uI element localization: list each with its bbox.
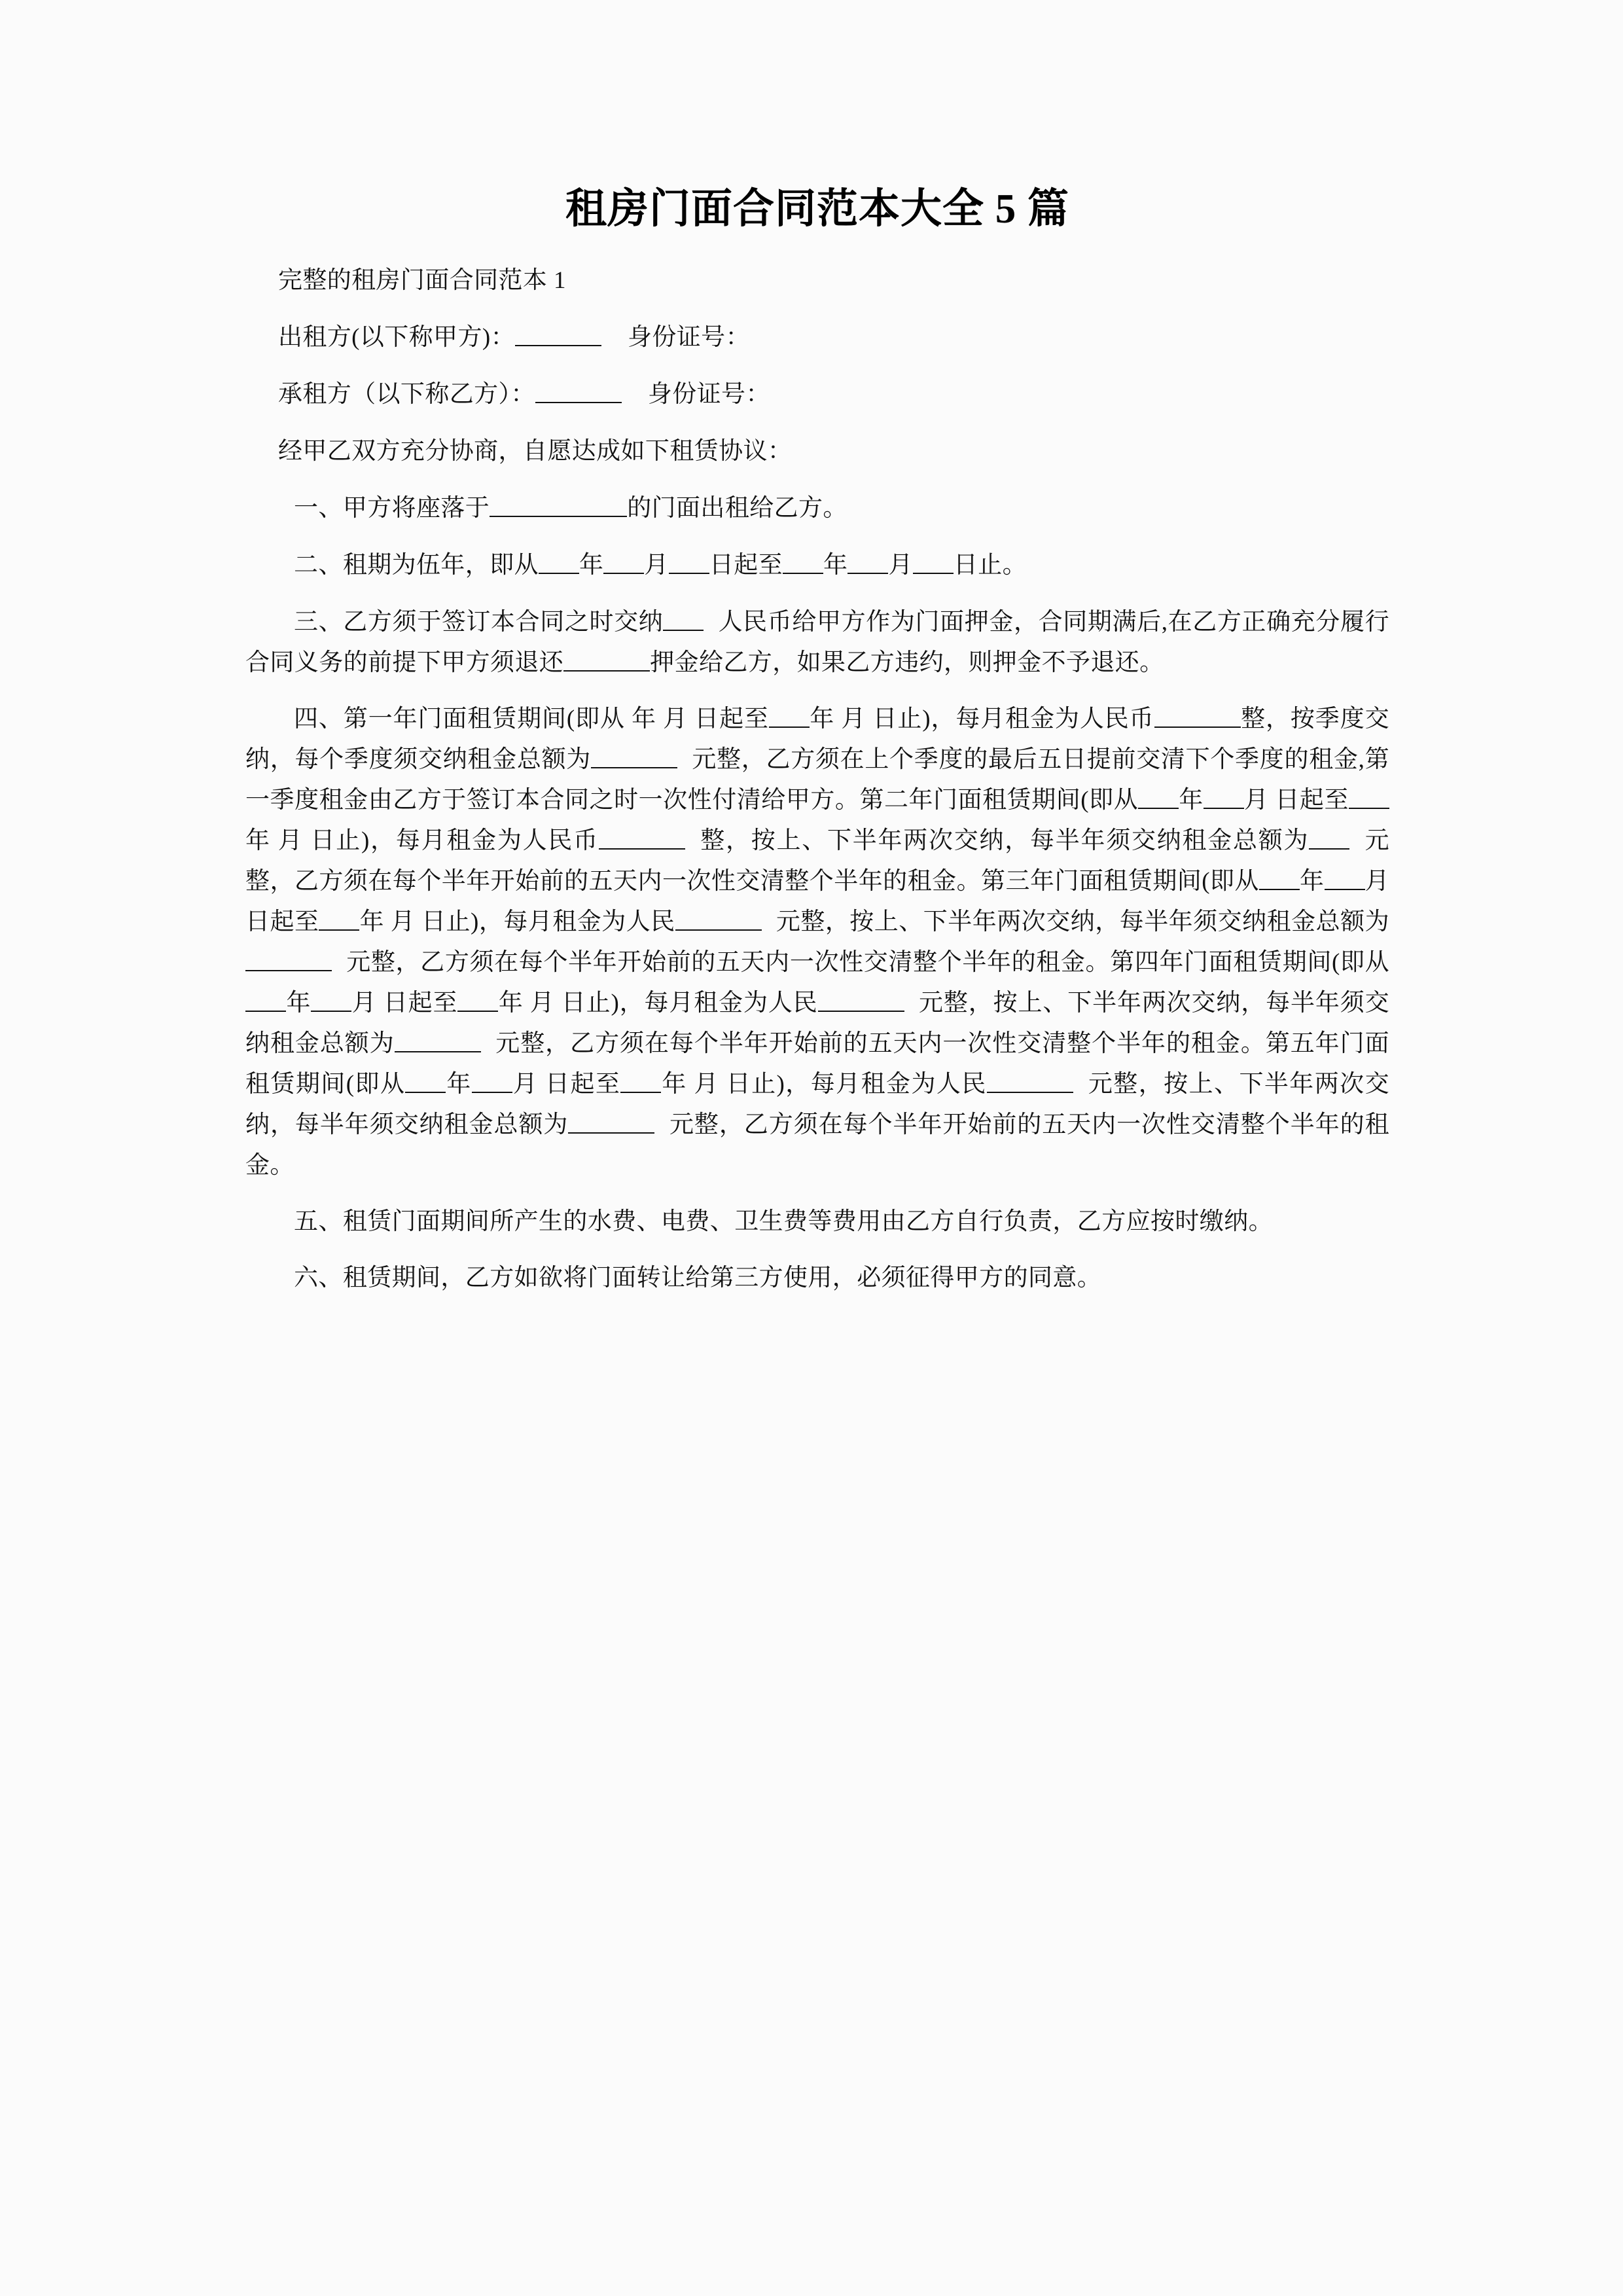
- y1-monthly-rent-blank[interactable]: [1154, 708, 1241, 728]
- clause-1-number: 一、: [294, 495, 343, 522]
- party-b-label: 承租方（以下称乙方）：: [277, 381, 535, 408]
- party-b-name-blank[interactable]: [535, 384, 622, 403]
- clause-2-end-year-blank[interactable]: [783, 554, 823, 574]
- y3-monthly-rent-blank[interactable]: [675, 911, 762, 931]
- y1-quarter-total-blank[interactable]: [591, 749, 677, 768]
- y4-half-total-blank[interactable]: [395, 1033, 481, 1052]
- y2-end-year-blank[interactable]: [1349, 789, 1389, 809]
- y4-monthly-rent-blank[interactable]: [818, 992, 904, 1012]
- y3-start-year-blank[interactable]: [1259, 870, 1300, 890]
- preamble-paragraph: 经甲乙双方充分协商，自愿达成如下租赁协议：: [277, 438, 793, 465]
- clause-4-number: 四、: [294, 706, 344, 733]
- party-a-id-label: 身份证号：: [627, 324, 750, 351]
- party-a-label: 出租方(以下称甲方)：: [277, 324, 515, 351]
- y2-start-month-blank[interactable]: [1204, 789, 1244, 809]
- party-b-row: [245, 374, 1389, 415]
- y5-start-month-blank[interactable]: [472, 1073, 512, 1093]
- clause-3-number: 三、: [294, 609, 344, 636]
- clause-6-number: 六、: [294, 1265, 343, 1292]
- clause-2-start-year-blank[interactable]: [539, 554, 579, 574]
- y2-start-year-blank[interactable]: [1138, 789, 1179, 809]
- y3-end-year-blank[interactable]: [319, 911, 359, 931]
- clause-3-deposit-blank[interactable]: [663, 611, 704, 631]
- party-a-name-blank[interactable]: [515, 327, 601, 346]
- clause-5-number: 五、: [294, 1208, 343, 1236]
- y2-half-total-blank[interactable]: [1309, 830, 1349, 850]
- clause-2-start-month-blank[interactable]: [603, 554, 644, 574]
- y5-start-year-blank[interactable]: [405, 1073, 446, 1093]
- clause-2-number: 二、: [294, 552, 343, 579]
- document-content: [245, 0, 1389, 1299]
- party-a-row: [245, 317, 1389, 358]
- clause-1: 一、甲方将座落于 的门面出租给乙方。: [294, 495, 847, 522]
- clause-4: 四、第一年门面租赁期间(即从 年 月 日起至 年 月 日止)，每月租金为人民币 整，按季度交纳，每个季度须交纳租金总额为 元整，乙方须在上个季度的最后五日提前交清下个季度的租金,第一季度租金由乙方于签订本合同之时一次性付清给甲方。第二年门面租赁期间(即从 年 月 日起至年 月 日止)，每月租金为人民币 整，按上、下半年两次交纳，每半年须交纳租金总额为 元整，乙方须在每个半年开始前的五天内一次性交清整个半年的租金。第三年门面租赁期间(即从 年 月 日起至 年 月 日止)，每月租金为人民 元整，按上、下半年两次交纳，每半年须交纳租金总额为元整，乙方须在每个半年开始前的五天内一次性交清整个半年的租金。第四年门面租赁期间(即从年 月 日起至 年 月 日止)，每月租金为人民 元整，按上、下半年两次交纳，每半年须交纳租金总额为 元整，乙方须在每个半年开始前的五天内一次性交清整个半年的租金。第五年门面租赁期间(即从 年 月 日起至 年 月 日止)，每月租金为人民 元整，按上、下半年两次交纳，每半年须交纳租金总额为 元整，乙方须在每个半年开始前的五天内一次性交清整个半年的租金。: [245, 706, 1390, 1179]
- clause-2-end-month-blank[interactable]: [847, 554, 888, 574]
- clause-1-address-blank[interactable]: [490, 497, 627, 517]
- clause-3: 三、乙方须于签订本合同之时交纳 人民币给甲方作为门面押金，合同期满后,在乙方正确充分履行合同义务的前提下甲方须退还 押金给乙方，如果乙方违约，则押金不予退还。: [245, 609, 1389, 677]
- party-b-id-label: 身份证号：: [647, 381, 770, 408]
- y1-end-year-blank[interactable]: [769, 708, 810, 728]
- clause-6: 六、租赁期间，乙方如欲将门面转让给第三方使用，必须征得甲方的同意。: [294, 1265, 1102, 1292]
- y4-start-year-blank[interactable]: [245, 992, 286, 1012]
- y5-end-year-blank[interactable]: [620, 1073, 661, 1093]
- y4-start-month-blank[interactable]: [311, 992, 351, 1012]
- y2-monthly-rent-blank[interactable]: [599, 830, 685, 850]
- y5-half-total-blank[interactable]: [568, 1114, 654, 1134]
- clause-3-refund-blank[interactable]: [563, 652, 650, 672]
- y3-start-month-blank[interactable]: [1325, 870, 1365, 890]
- y3-half-total-blank[interactable]: [245, 952, 332, 971]
- page-title: 租房门面合同范本大全 5 篇: [565, 186, 1069, 232]
- y5-monthly-rent-blank[interactable]: [987, 1073, 1073, 1093]
- y4-end-year-blank[interactable]: [457, 992, 498, 1012]
- clause-2-end-day-blank[interactable]: [913, 554, 954, 574]
- document-subtitle: 完整的租房门面合同范本 1: [277, 267, 566, 295]
- clause-5: 五、租赁门面期间所产生的水费、电费、卫生费等费用由乙方自行负责，乙方应按时缴纳。: [294, 1208, 1274, 1236]
- clause-2: 二、租期为伍年，即从 年 月 日起至 年 月 日止。: [294, 552, 1027, 579]
- clause-2-start-day-blank[interactable]: [669, 554, 709, 574]
